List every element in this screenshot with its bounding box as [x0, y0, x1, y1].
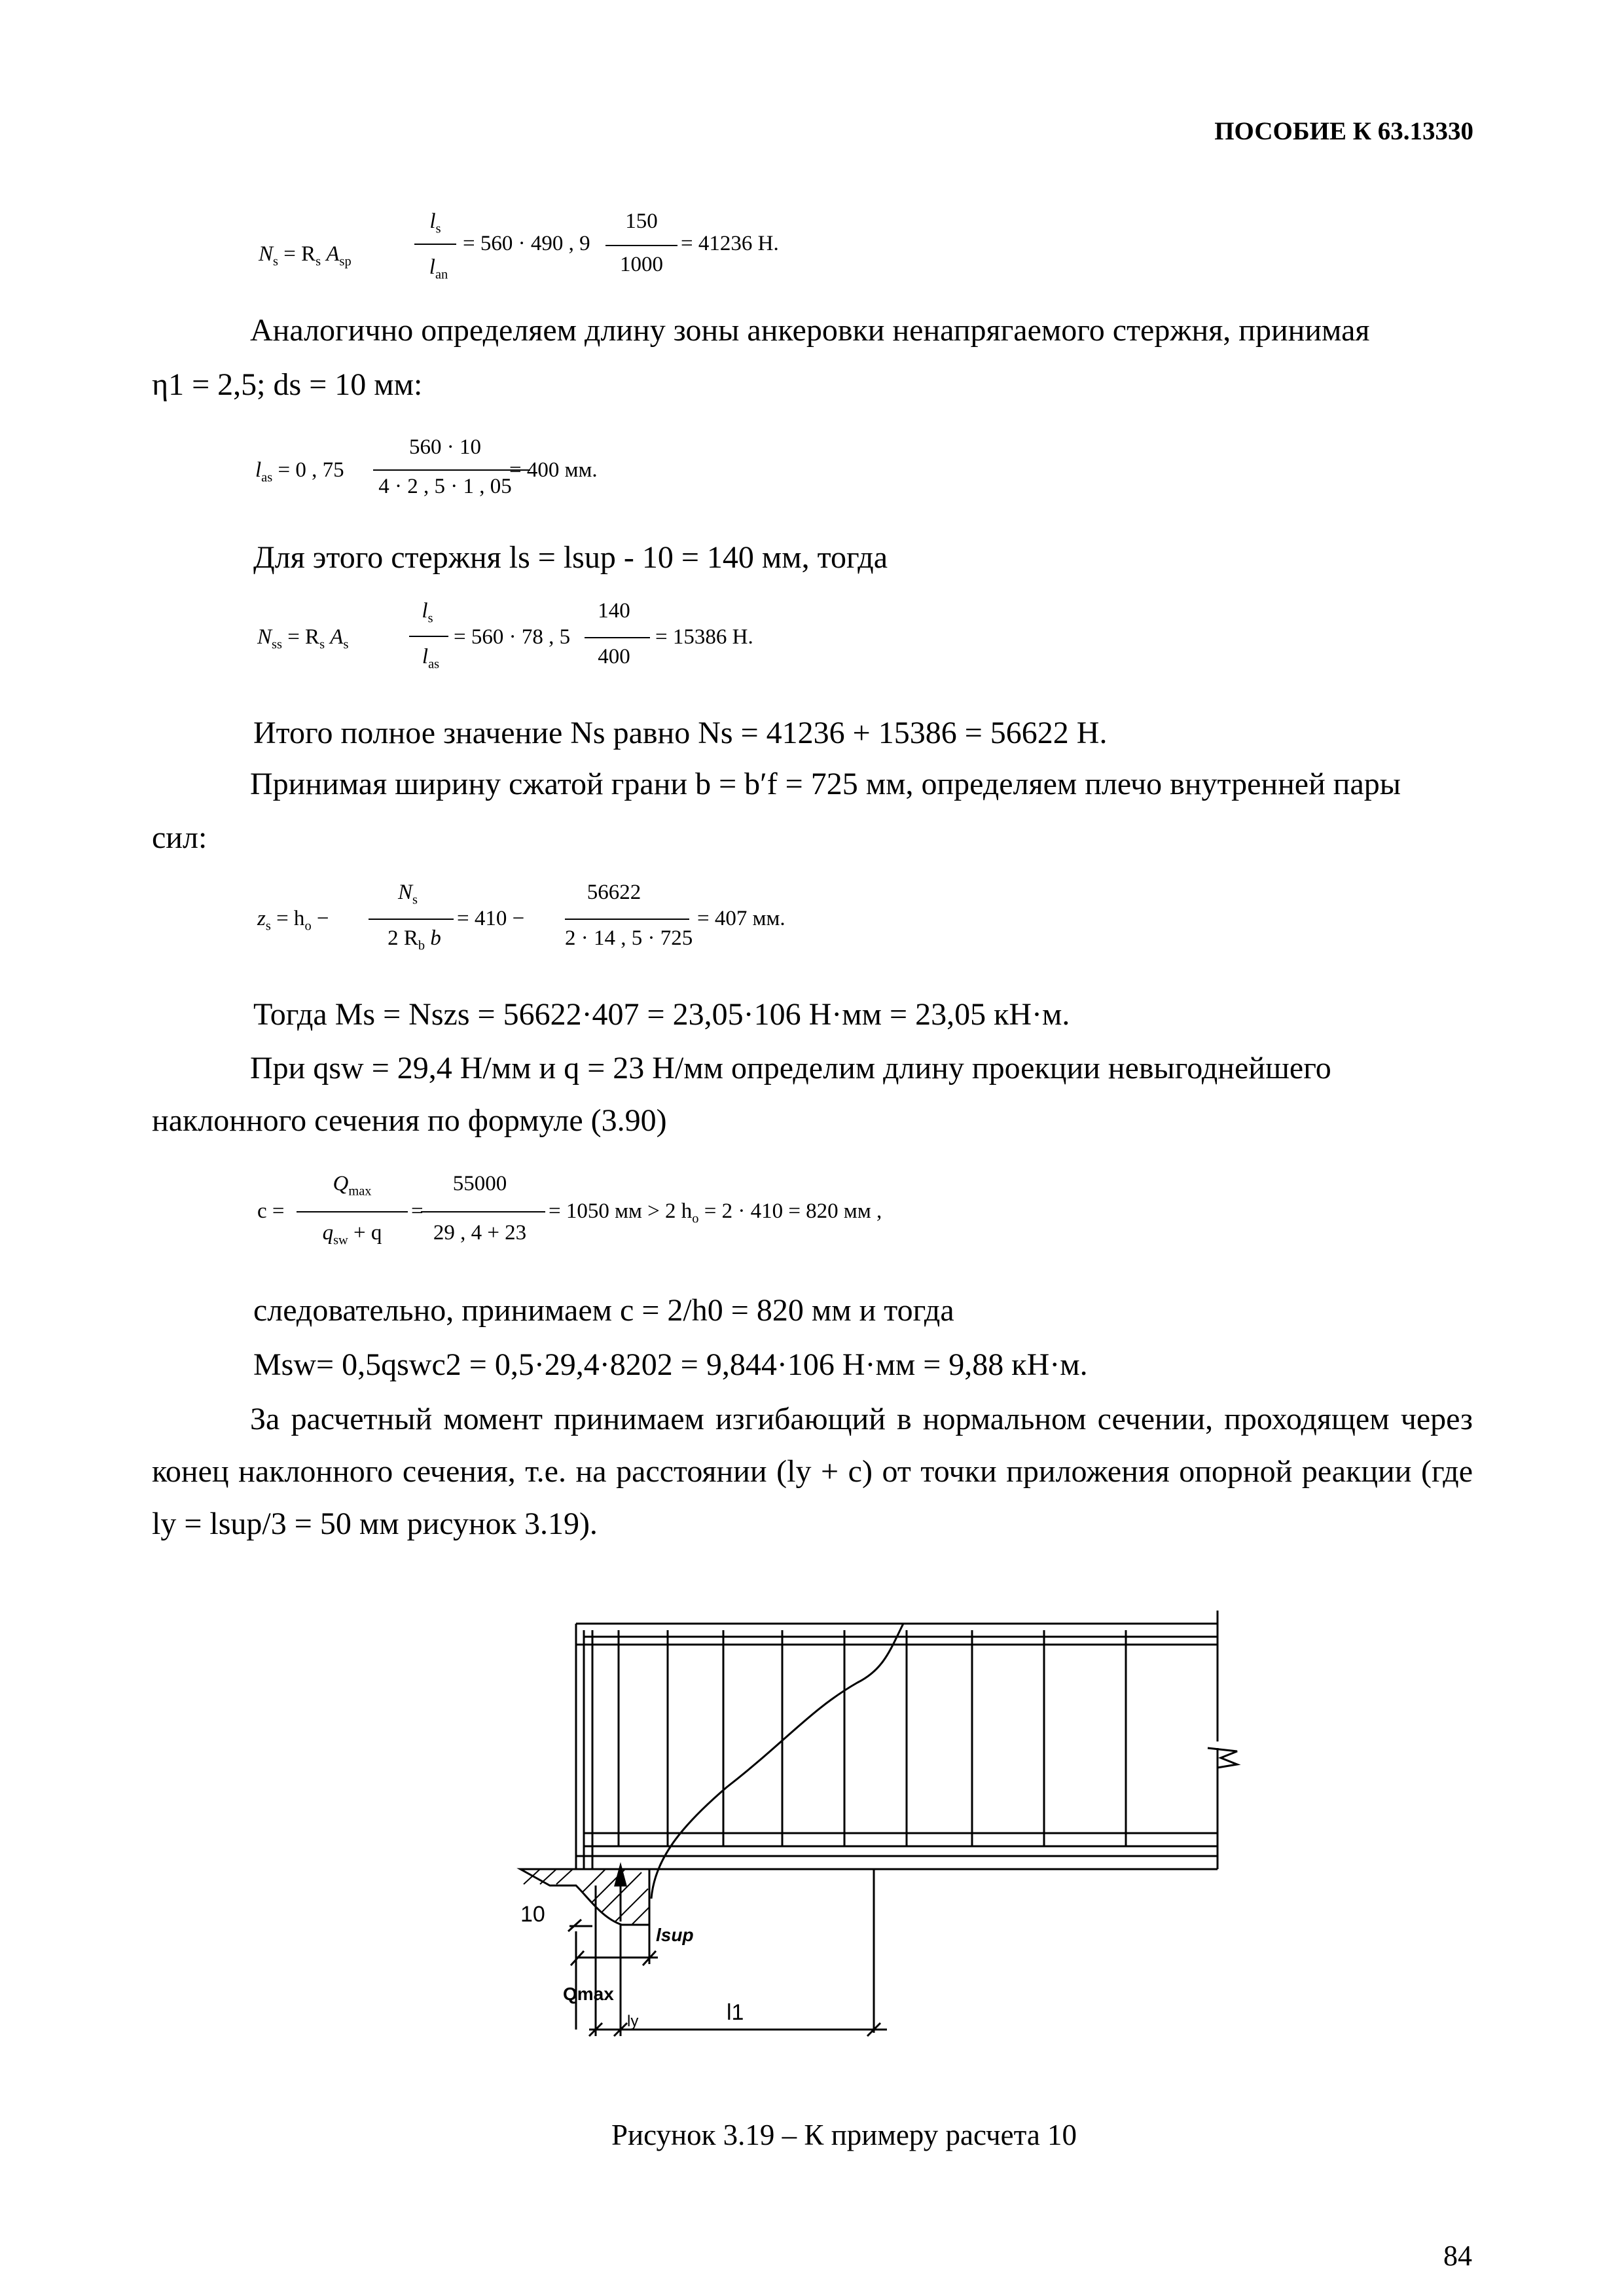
- figure-3-19: [511, 1611, 1283, 2121]
- formula-zs: $z_s = h_o$ − $N_s$ 2 $R_b$ b = 410 − 56622 2 · 14 , 5 · 725 = 407 мм.: [257, 881, 785, 953]
- label-qmax: Qmax: [563, 1984, 614, 2004]
- running-header: ПОСОБИЕ К 63.13330: [1214, 117, 1473, 145]
- paragraph-c: следовательно, принимаем c = 2/h0 = 820 мм и тогда: [253, 1293, 954, 1328]
- paragraph-total: Итого полное значение Ns равно Ns = 41236 + 15386 = 56622 Н.: [253, 716, 1108, 750]
- formula-c: c = $Q_{max}$ $q_{sw} + q$ = 55000 29 , 4 + 23 = 1050 мм > 2 $h_o = 2 \cdot 410 = 820$ мм ,: [257, 1172, 882, 1248]
- paragraph-moment: Тогда Ms = Nszs = 56622·407 = 23,05·106 Н·мм = 23,05 кН·м.: [253, 997, 1070, 1032]
- formula-nss: $N_{ss} = R_s$ $A_s$ $l_s$ $l_{as}$ = 560 · 78 , 5 140 400 = 15386 Н.: [257, 599, 753, 672]
- label-lsup: lsup: [656, 1925, 694, 1945]
- formula-ns: $N_s = R_s$ $A_{sp}$ $l_s$ $l_{an}$ = 560 · 490 , 9 150 1000 = 41236 Н.: [259, 210, 779, 282]
- paragraph-width: Принимая ширину сжатой грани b = b′f = 725 мм, определяем плечо внутренней пары: [250, 767, 1401, 801]
- paragraph-section: наклонного сечения по формуле (3.90): [152, 1103, 667, 1138]
- paragraph-design-moment: За расчетный момент принимаем изгибающий в нормальном сечении, проходящем через конец наклонного сечения, т.е. на расстоянии (ly + c) от точки приложения опорной реакции (где ly = lsup/3 = 50 мм рисунок 3.19).: [152, 1402, 1473, 1541]
- label-ly: ly: [627, 2013, 639, 2030]
- figure-caption: Рисунок 3.19 – К примеру расчета 10: [611, 2119, 1077, 2151]
- paragraph-forces: сил:: [152, 820, 208, 855]
- paragraph-rod: Для этого стержня ls = lsup - 10 = 140 мм, тогда: [253, 540, 888, 575]
- paragraph-msw: Msw= 0,5qswc2 = 0,5·29,4·8202 = 9,844·106 Н·мм = 9,88 кН·м.: [253, 1347, 1088, 1382]
- paragraph-qsw: При qsw = 29,4 Н/мм и q = 23 Н/мм определим длину проекции невыгоднейшего: [250, 1051, 1331, 1085]
- formula-las: $l_{as} = 0$ , 75 560 · 10 4 · 2 , 5 · 1 , 05 = 400 мм.: [255, 435, 598, 498]
- page-number: 84: [1443, 2240, 1472, 2272]
- label-l1: l1: [727, 2000, 744, 2025]
- paragraph-anchoring: Аналогично определяем длину зоны анкеровки ненапрягаемого стержня, принимая: [250, 313, 1370, 348]
- paragraph-eta: η1 = 2,5; ds = 10 мм:: [152, 367, 423, 402]
- label-10: 10: [520, 1902, 545, 1927]
